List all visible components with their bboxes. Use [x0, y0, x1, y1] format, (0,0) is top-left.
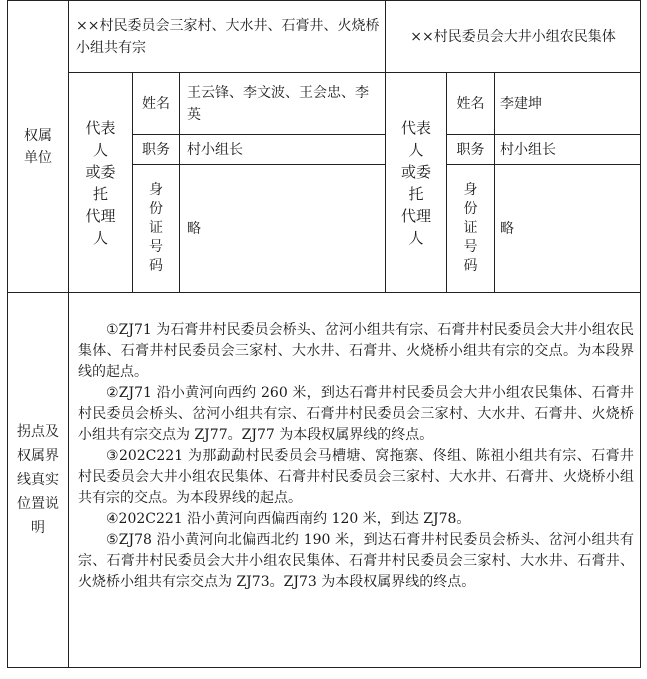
description-paragraph-1: ①ZJ71 为石膏井村民委员会桥头、岔河小组共有宗、石膏井村民委员会大井小组农民集体、石膏井村民委员会三家村、大水井、石膏井、火烧桥小组共有宗的交点。为本段界线的起点。 — [78, 322, 634, 380]
right-unit-name: ××村民委员会大井小组农民集体 — [410, 28, 616, 45]
left-duty-value: 村小组长 — [187, 141, 243, 158]
right-name-label: 姓名 — [456, 95, 485, 112]
border-row1-bottom — [7, 292, 640, 293]
right-id-label: 身 份 证 号 码 — [463, 182, 478, 274]
boundary-description-label: 拐点及 权属界 线真实 位置说 明 — [17, 424, 59, 536]
left-id-value: 略 — [187, 220, 201, 237]
left-name-label: 姓名 — [142, 95, 170, 112]
left-unit-name: ××村民委员会三家村、大水井、石膏井、火烧桥小组共有宗 — [76, 18, 380, 56]
border-right — [640, 0, 641, 668]
right-label-divider — [494, 72, 495, 292]
left-label-divider — [179, 72, 180, 292]
description-paragraph-3: ③202C221 为那勐勐村民委员会马槽塘、窝拖寨、佟组、陈祖小组共有宗、石膏井村民委员会大井小组农民集体、石膏井村民委员会三家村、大水井、石膏井、火烧桥小组共有宗的交点。为本段界线的起点。 — [78, 448, 634, 506]
description-paragraph-5: ⑤ZJ78 沿小黄河向北偏西北约 190 米，到达石膏井村民委员会桥头、岔河小组共有宗、石膏井村民委员会大井小组农民集体、石膏井村民委员会三家村、大水井、石膏井、火烧桥小组共有宗交点为 ZJ73。ZJ73 为本段权属界线的终点。 — [78, 532, 634, 590]
left-duty-label: 职务 — [142, 141, 170, 158]
ownership-unit-label: 权属 单位 — [24, 127, 52, 166]
border-bottom — [7, 667, 640, 668]
left-id-label: 身 份 证 号 码 — [149, 182, 163, 274]
right-duty-label: 职务 — [456, 141, 485, 158]
left-name-value: 王云锋、李文波、王会忠、李英 — [187, 85, 369, 123]
description-paragraph-4: ④202C221 沿小黄河向西偏西南约 120 米，到达 ZJ78。 — [106, 511, 471, 527]
boundary-description — [78, 320, 634, 593]
right-id-value: 略 — [500, 220, 514, 237]
description-paragraph-2: ②ZJ71 沿小黄河向西约 260 米，到达石膏井村民委员会大井小组农民集体、石膏井村民委员会桥头、岔河小组共有宗、石膏井村民委员会三家村、大水井、石膏井、火烧桥小组共有宗交点为 ZJ77。ZJ77 为本段权属界线的终点。 — [78, 385, 634, 443]
right-name-value: 李建坤 — [500, 95, 542, 112]
right-duty-value: 村小组长 — [500, 141, 556, 158]
left-rep-label: 代表 人 或委 托 代理 人 — [85, 118, 116, 247]
right-rep-label: 代表 人 或委 托 代理 人 — [400, 118, 431, 247]
